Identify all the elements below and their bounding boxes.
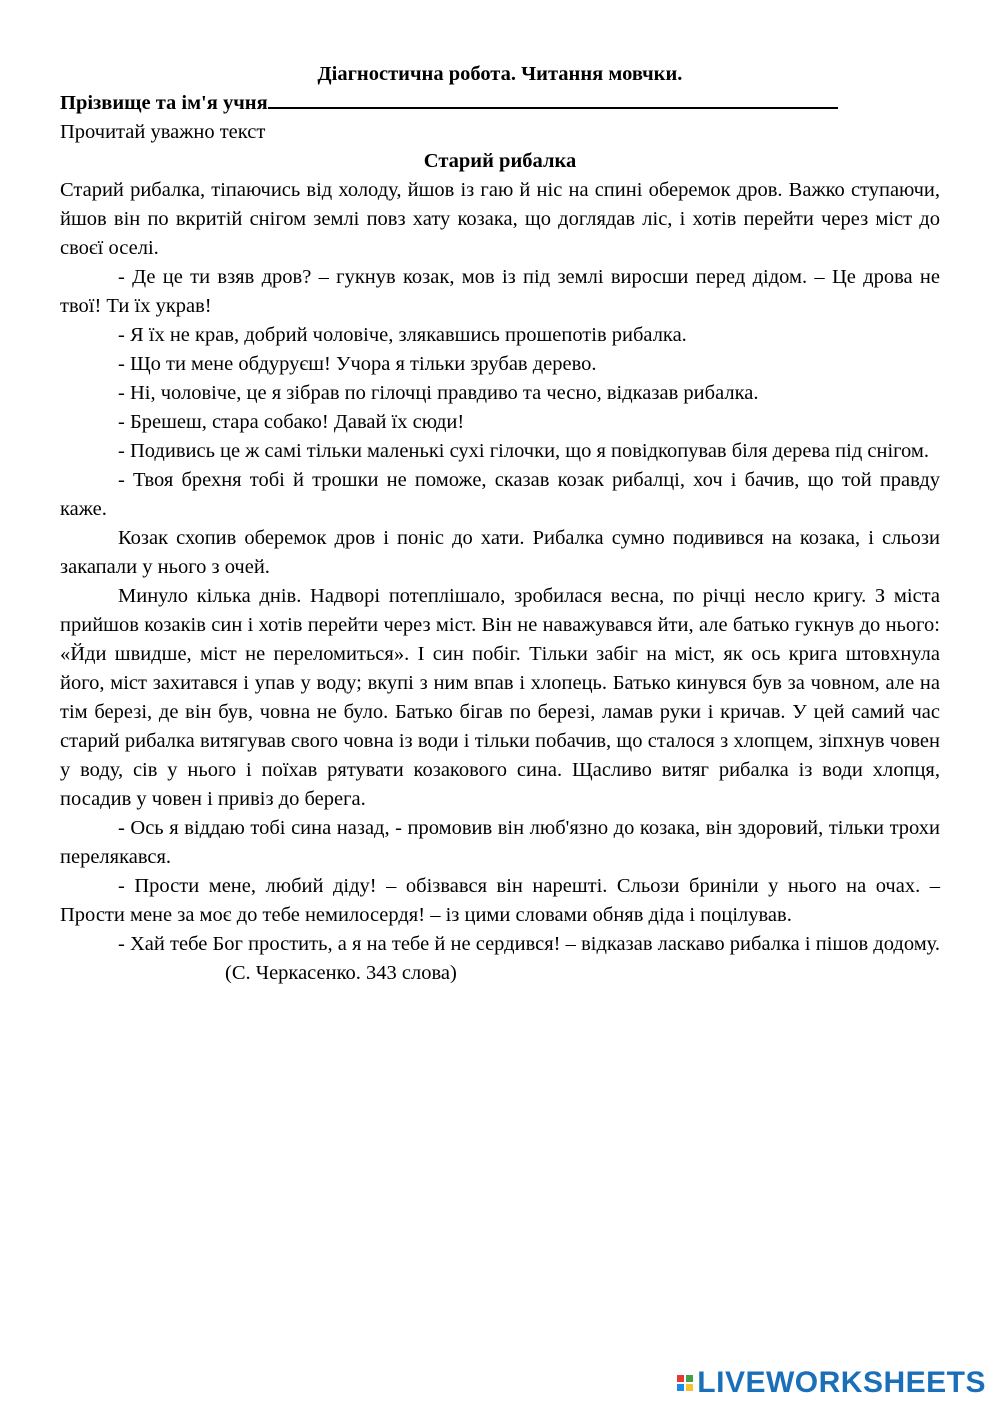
story-paragraph: - Брешеш, стара собако! Давай їх сюди! <box>118 411 465 433</box>
student-name-line <box>60 89 940 118</box>
story-paragraph: - Ні, чоловіче, це я зібрав по гілочці правдиво та чесно, відказав рибалка. <box>118 382 759 404</box>
document-title: Діагностична робота. Читання мовчки. <box>317 63 683 85</box>
liveworksheets-brand <box>677 1366 986 1400</box>
instruction-text: Прочитай уважно текст <box>60 121 266 143</box>
story-body <box>60 176 940 988</box>
story-paragraph: Старий рибалка, тіпаючись від холоду, йшов із гаю й ніс на спині оберемок дров. Важко ступаючи, йшов він по вкритій снігом землі повз хату козака, що доглядав ліс, і хотів перейти через міст до своєї оселі. <box>60 179 940 259</box>
story-paragraph: Минуло кілька днів. Надворі потеплішало, зробилася весна, по річці несло кригу. З міста прийшов козаків син і хотів перейти через міст. Він не наважувався йти, але батько гукнув до нього: «Йди швидше, міст не переломиться». І син побіг. Тільки забіг на міст, як ось крига штовхнула його, міст захитався і упав у воду; вкупі з ним впав і хлопець. Батько кинувся був за човном, але на тім березі, де він був, човна не було. Батько бігав по березі, ламав руки і кричав. У цей самий час старий рибалка витягував свого човна із води і тільки побачив, що сталося з хлопцем, зіпхнув човен у воду, сів у нього і поїхав рятувати козакового сина. Щасливо витяг рибалка із води хлопця, посадив у човен і привіз до берега. <box>60 585 940 810</box>
last-paragraph-text: - Хай тебе Бог простить, а я на тебе й не сердився! – відказав ласкаво рибалка і пішов додому. <box>118 933 940 955</box>
story-paragraph: Козак схопив оберемок дров і поніс до хати. Рибалка сумно подивився на козака, і сльози закапали у нього з очей. <box>60 527 940 578</box>
student-name-label: Прізвище та ім'я учня <box>60 92 268 114</box>
worksheet-page <box>60 60 940 988</box>
story-paragraph: - Подивись це ж самі тільки маленькі сухі гілочки, що я повідкопував біля дерева під снігом. <box>118 440 929 462</box>
student-name-field[interactable] <box>268 89 838 109</box>
story-paragraph: - Ось я віддаю тобі сина назад, - промовив він люб'язно до козака, він здоровий, тільки трохи перелякався. <box>60 817 940 868</box>
story-paragraph: - Твоя брехня тобі й трошки не поможе, сказав козак рибалці, хоч і бачив, що той правду каже. <box>60 469 940 520</box>
story-paragraph: - Що ти мене обдуруєш! Учора я тільки зрубав дерево. <box>118 353 597 375</box>
brand-text: LIVEWORKSHEETS <box>697 1366 986 1399</box>
story-paragraph: - Прости мене, любий діду! – обізвався він нарешті. Сльози бриніли у нього на очах. – Прости мене за моє до тебе немилосердя! – із цими словами обняв діда і поцілував. <box>60 875 940 926</box>
source-citation: (С. Черкасенко. 343 слова) <box>225 962 457 984</box>
story-paragraph: - Я їх не крав, добрий чоловіче, злякавшись прошепотів рибалка. <box>118 324 687 346</box>
story-title: Старий рибалка <box>423 150 577 172</box>
story-last-paragraph <box>60 930 940 988</box>
liveworksheets-logo-icon <box>677 1375 693 1391</box>
story-paragraph: - Де це ти взяв дров? – гукнув козак, мов із під землі виросши перед дідом. – Це дрова не твої! Ти їх украв! <box>60 266 940 317</box>
